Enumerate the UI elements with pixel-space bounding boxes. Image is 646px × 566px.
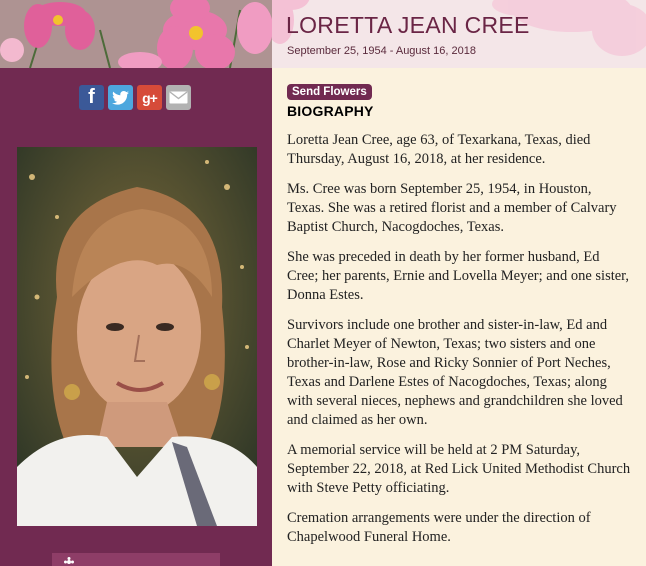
biography-text [287,131,632,558]
flower-banner-left [0,0,272,68]
bio-paragraph: Ms. Cree was born September 25, 1954, in Houston, Texas. She was a retired florist and a member of Calvary Baptist Church, Nacogdoches, Texas. [287,181,617,235]
email-icon[interactable] [166,85,191,110]
facebook-icon[interactable]: f [79,85,104,110]
bio-paragraph: A memorial service will be held at 2 PM Saturday, September 22, 2018, at Red Lick United Methodist Church with Steve Petty officiating. [287,442,631,496]
bio-paragraph: Loretta Jean Cree, age 63, of Texarkana, Texas, died Thursday, August 16, 2018, at her residence. [287,132,591,167]
send-flowers-button[interactable]: Send Flowers [287,84,372,100]
cosmos-flowers-image [0,0,272,68]
bio-paragraph: She was preceded in death by her former husband, Ed Cree; her parents, Ernie and Lovella Meyer; and one sister, Donna Estes. [287,249,630,303]
flower-icon [64,557,74,566]
left-sidebar [0,0,272,566]
life-dates: September 25, 1954 - August 16, 2018 [287,45,476,57]
biography-heading: BIOGRAPHY [287,103,374,119]
share-icons [79,85,191,110]
portrait-photo [17,147,257,526]
twitter-icon[interactable] [108,85,133,110]
bio-paragraph: Survivors include one brother and sister-in-law, Ed and Charlet Meyer of Newton, Texas; two sisters and one brother-in-law, Rose and Ricky Sonnier of Port Neches, Texas and Darlene Estes of Nacogdoches, Texas; along with several nieces, nephews and grandchildren she loved and claimed as her own. [287,317,623,428]
deceased-name: LORETTA JEAN CREE [286,12,530,38]
googleplus-icon[interactable]: g+ [137,85,162,110]
bottom-sidebar-button[interactable] [52,553,220,566]
bio-paragraph: Cremation arrangements were under the direction of Chapelwood Funeral Home. [287,510,591,545]
